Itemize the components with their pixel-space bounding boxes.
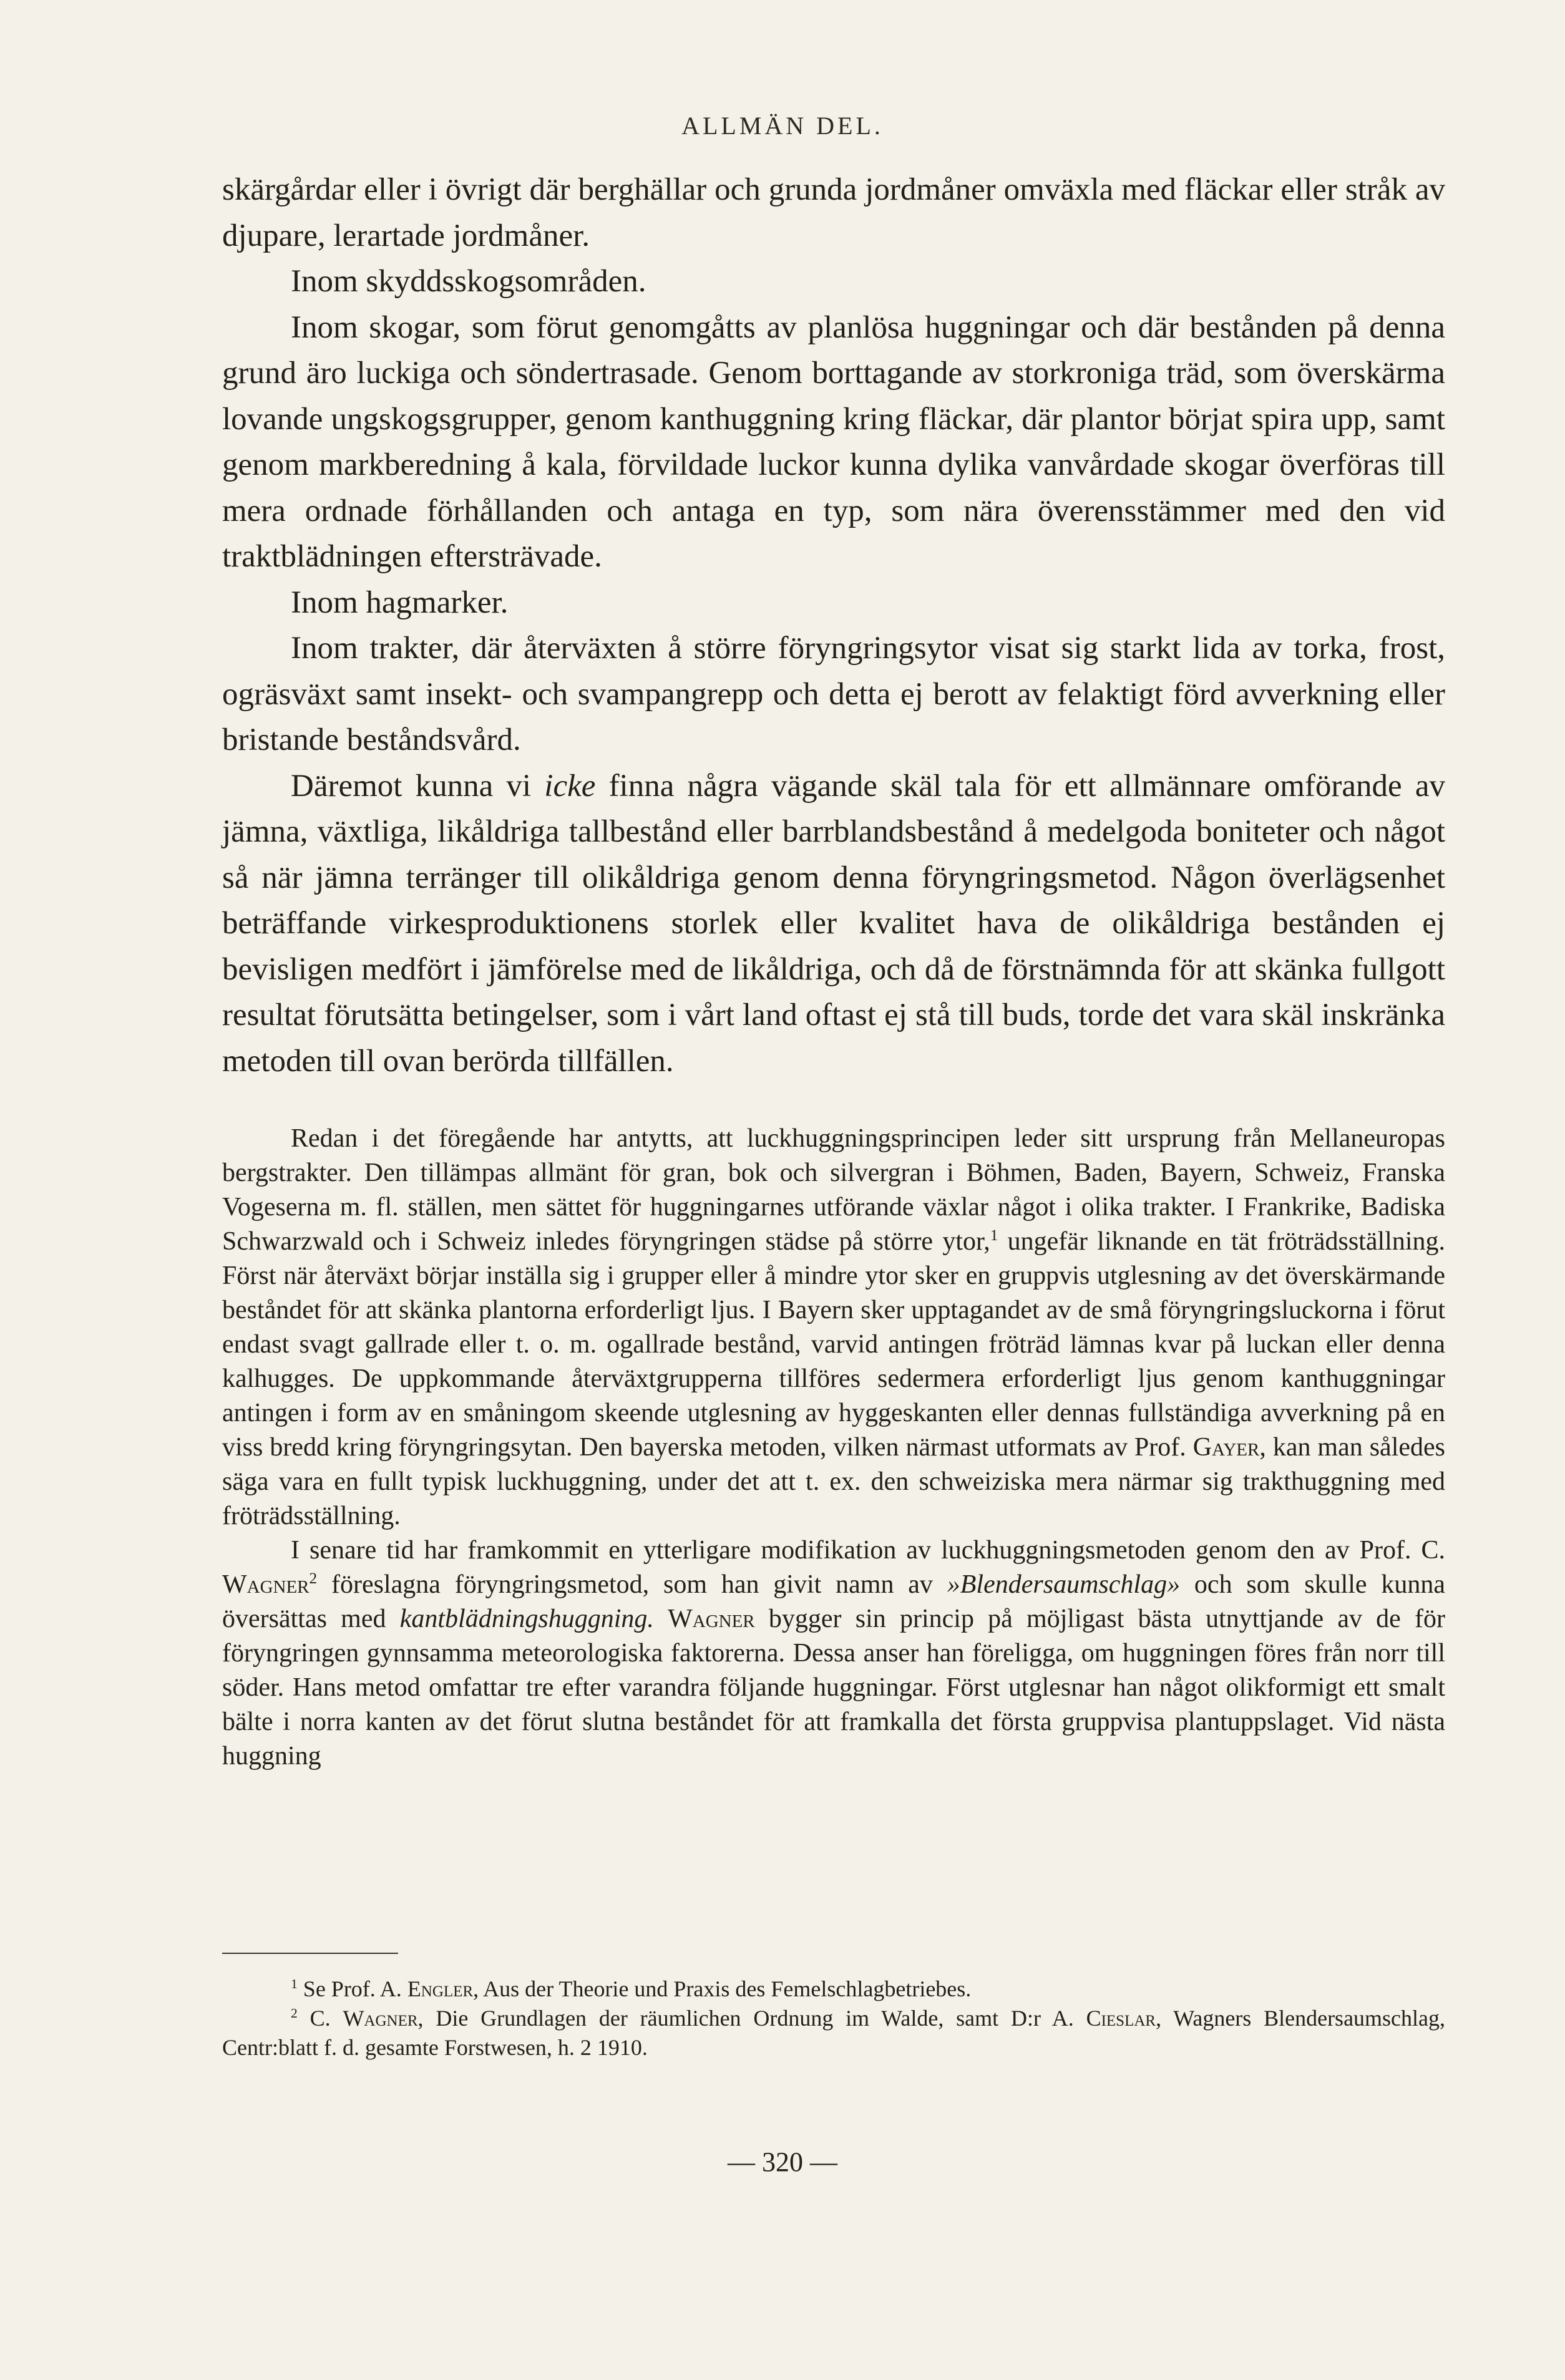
footnote-mark: 2 <box>291 2006 298 2021</box>
text-span: , kan man således säga vara en fullt typisk luckhuggning, under det att t. ex. den schweiziska mera närmar sig trakthuggning med fröträdsställning. <box>222 1433 1445 1530</box>
paragraph-wagner <box>222 1533 1445 1774</box>
footnote-1 <box>222 1974 1445 2004</box>
footnote-2 <box>222 2004 1445 2062</box>
name-wagner: Wagner <box>222 1570 310 1599</box>
main-text <box>222 167 1445 1084</box>
text-span: , Wagners Blendersaumschlag, Centr:blatt f. d. gesamte Forstwesen, h. 2 1910. <box>222 2006 1446 2060</box>
page-number: — 320 — <box>728 2147 837 2177</box>
name-wagner: Wagner <box>668 1605 755 1633</box>
text-span: Redan i det föregående har antytts, att luckhuggningsprincipen leder sitt ursprung från Mellaneuropas bergstrakter. Den tillämpas allmänt för gran, bok och silvergran i Böhmen, Baden, Bayern, Schweiz, Franska Vogeserna m. fl. ställen, men sättet för huggningarnes utförande växlar något i olika trakter. I Frankrike, Badiska Schwarzwald och i Schweiz inledes föryngringen städse på större ytor, <box>222 1124 1445 1256</box>
text-span: Se Prof. A. <box>303 1976 402 2001</box>
paragraph-trakter: Inom trakter, där återväxten å större föryngringsytor visat sig starkt lida av torka, frost, ogräsväxt samt insekt- och svampangrepp och detta ej berott av felaktigt förd avverkning eller bristande beståndsvård. <box>222 631 1445 757</box>
name-cieslar: Cieslar <box>1086 2006 1156 2031</box>
running-header: ALLMÄN DEL. <box>681 112 884 140</box>
text-span: C. <box>310 2006 331 2031</box>
text-span: och som skulle kunna översättas med <box>222 1570 1446 1633</box>
name-engler: Engler <box>407 1976 474 2001</box>
footnote-divider <box>222 1953 398 1954</box>
text-span: ungefär liknande en tät fröträdsställning. Först när återväxt börjar inställa sig i grupper eller å mindre ytor sker en gruppvis utglesning av det överskärmande beståndet för att skänka plantorna erforderligt ljus. I Bayern sker upptagandet av de små föryngringsluckorna i förut endast svagt gallrade eller t. o. m. ogallrade bestånd, varvid antingen fröträd lämnas kvar på luckan eller denna kalhugges. De uppkommande återväxtgrupperna tillföres sedermera erforderligt ljus genom kanthuggningar antingen i form av en småningom skeende utglesning av hyggeskanten eller dennas fullständiga avverkning på en viss bredd kring föryngringsytan. Den bayerska metoden, vilken närmast utformats av Prof. <box>222 1227 1445 1462</box>
paragraph-luckhuggning <box>222 1122 1445 1533</box>
text-span: , Aus der Theorie und Praxis des Femelschlagbetriebes. <box>473 1976 972 2001</box>
name-wagner: Wagner <box>343 2006 418 2031</box>
term-blendersaumschlag: »Blendersaumschlag» <box>947 1570 1181 1599</box>
paragraph-planlosa: Inom skogar, som förut genomgåtts av planlösa huggningar och där bestånden på denna grund äro luckiga och söndertrasade. Genom borttagande av storkroniga träd, som överskärma lovande ungskogsgrupper, genom kanthuggning kring fläckar, där plantor börjat spira upp, samt genom markberedning å kala, förvildade luckor kunna dylika vanvårdade skogar överföras till mera ordnade förhållanden och antaga en typ, som nära överensstämmer med den vid traktblädningen eftersträvade. <box>222 309 1445 574</box>
name-gayer: Gayer <box>1192 1433 1260 1462</box>
term-kantbladningshuggning: kantblädningshuggning. <box>399 1605 654 1633</box>
footnotes <box>222 1974 1445 2062</box>
text-span: , Die Grundlagen der räumlichen Ordnung im Walde, samt D:r A. <box>417 2006 1074 2031</box>
text-span: Däremot kunna vi <box>291 768 532 804</box>
emphasis-icke: icke <box>544 768 596 804</box>
small-text <box>222 1122 1445 1774</box>
paragraph-daremot <box>222 764 1445 1085</box>
paragraph-skyddsskog: Inom skyddsskogsområden. <box>291 264 646 299</box>
footnote-ref-2: 2 <box>309 1570 318 1587</box>
text-span: finna några vägande skäl tala för ett allmännare omförande av jämna, växtliga, likåldriga tallbestånd eller barrblandsbestånd å medelgoda boniteter och något så när jämna terränger till olikåldriga genom denna föryngringsmetod. Någon överlägsenhet beträffande virkesproduktionens storlek eller kvalitet hava de olikåldriga bestånden ej bevisligen medfört i jämförelse med de likåldriga, och då de förstnämnda för att skänka fullgott resultat förutsätta betingelser, som i vårt land oftast ej stå till buds, torde det vara skäl inskränka metoden till ovan berörda tillfällen. <box>222 768 1445 1079</box>
text-span: bygger sin princip på möjligast bästa utnyttjande av de för föryngringen gynnsamma meteorologiska faktorerna. Dessa anser han föreligga, om huggningen föres från norr till söder. Hans metod omfattar tre efter varandra följande huggningar. Först utglesnar han något olikformigt ett smalt bälte i norra kanten av det förut slutna beståndet för att framkalla det första gruppvisa plantuppslaget. Vid nästa huggning <box>222 1605 1446 1770</box>
footnote-mark: 1 <box>291 1976 298 1991</box>
paragraph-hagmarker: Inom hagmarker. <box>291 585 509 620</box>
text-span: I senare tid har framkommit en ytterligare modifikation av luckhuggningsmetoden genom den av Prof. C. <box>291 1536 1445 1565</box>
footnote-ref-1: 1 <box>990 1227 998 1244</box>
paragraph-skargardar: skärgårdar eller i övrigt där berghällar och grunda jordmåner omväxla med fläckar eller stråk av djupare, lerartade jordmåner. <box>222 172 1445 253</box>
text-span: föreslagna föryngringsmetod, som han givit namn av <box>331 1570 933 1599</box>
